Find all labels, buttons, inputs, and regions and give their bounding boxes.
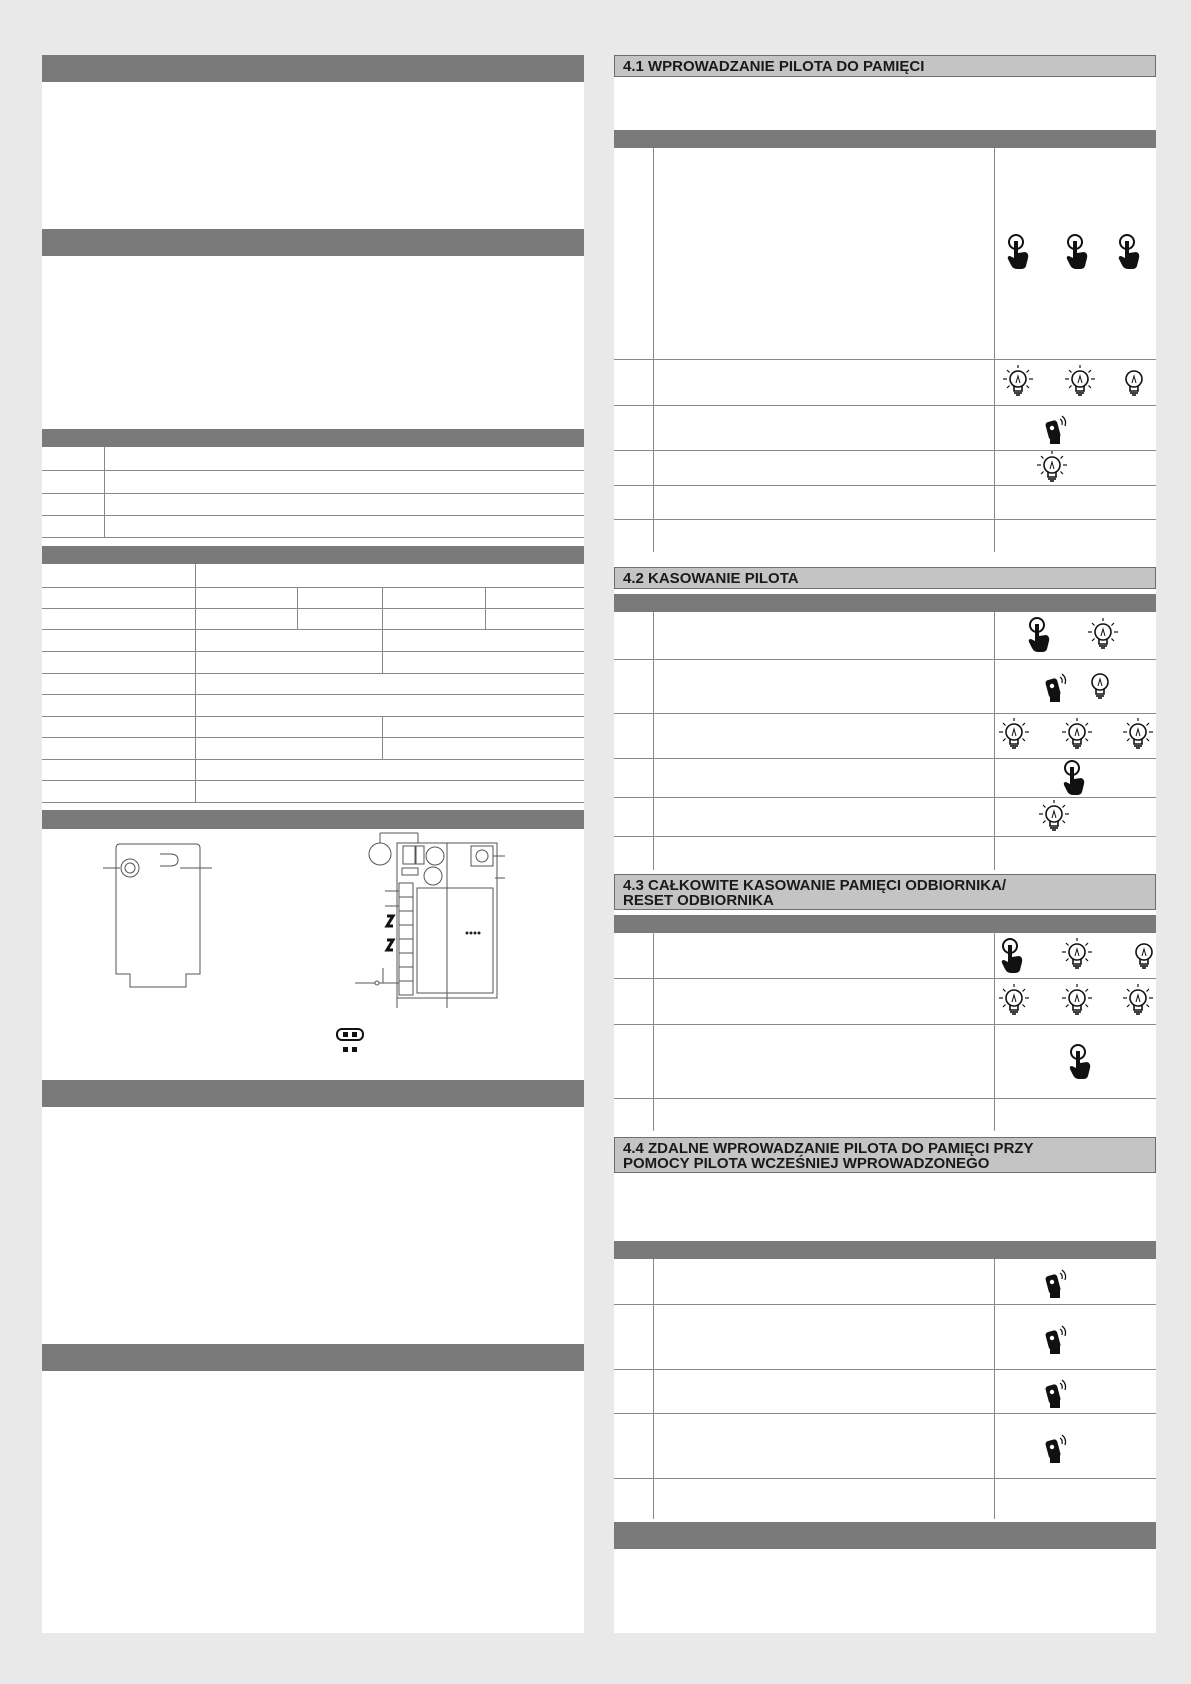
hand-press-icon: [1061, 759, 1087, 797]
left-header-1: [42, 55, 584, 82]
receiver-board-drawing: [355, 828, 505, 1008]
section-4-4-title-line2: POMOCY PILOTA WCZEŚNIEJ WPROWADZONEGO: [623, 1155, 990, 1172]
section-4-2-title: 4.2 KASOWANIE PILOTA: [614, 567, 1156, 589]
hand-press-icon: [1067, 1043, 1093, 1081]
bulb-blink-icon: [1120, 717, 1156, 753]
table-4-4-header: [614, 1241, 1156, 1259]
table-4-2-header: [614, 594, 1156, 612]
bulb-on-icon: [1082, 667, 1118, 703]
bulb-blink-icon: [1036, 799, 1072, 835]
bulb-blink-icon: [1120, 983, 1156, 1019]
section-4-4-title: [614, 1137, 1156, 1173]
hand-press-icon: [1116, 233, 1142, 271]
section-4-3-title-line1: 4.3 CAŁKOWITE KASOWANIE PAMIĘCI ODBIORNIKA/: [623, 877, 1007, 894]
bulb-blink-icon: [996, 717, 1032, 753]
bulb-blink-icon: [1062, 364, 1098, 400]
left-header-4: [42, 1080, 584, 1107]
bulb-blink-icon: [1000, 364, 1036, 400]
hand-press-icon: [1064, 233, 1090, 271]
bulb-on-icon: [1116, 364, 1152, 400]
remote-control-icon: [1042, 1376, 1070, 1410]
right-column: [614, 55, 1156, 1633]
hand-press-icon: [1026, 616, 1052, 654]
section-4-3-title: [614, 874, 1156, 910]
bulb-blink-icon: [1034, 450, 1070, 486]
remote-control-icon: [1042, 1266, 1070, 1300]
remote-control-icon: [1042, 1431, 1070, 1465]
hand-press-icon: [999, 937, 1025, 975]
left-header-2: [42, 229, 584, 256]
tech-data-header: [42, 546, 584, 564]
section-4-1-title: 4.1 WPROWADZANIE PILOTA DO PAMIĘCI: [614, 55, 1156, 77]
table-4-3-header: [614, 915, 1156, 933]
bulb-blink-icon: [1059, 937, 1095, 973]
left-header-3: [42, 810, 584, 829]
table1-header: [42, 429, 584, 447]
receiver-case-drawing: [100, 842, 240, 992]
remote-control-icon: [1042, 412, 1070, 446]
table-4-1-header: [614, 130, 1156, 148]
bulb-blink-icon: [1059, 983, 1095, 1019]
right-header-5: [614, 1522, 1156, 1549]
remote-control-icon: [1042, 1322, 1070, 1356]
bulb-on-icon: [1126, 937, 1162, 973]
bulb-blink-icon: [996, 983, 1032, 1019]
remote-control-icon: [1042, 670, 1070, 704]
section-4-3-title-line2: RESET ODBIORNIKA: [623, 892, 774, 909]
hand-press-icon: [1005, 233, 1031, 271]
bulb-blink-icon: [1085, 617, 1121, 653]
jumper-icon: [335, 1027, 365, 1057]
bulb-blink-icon: [1059, 717, 1095, 753]
left-header-5: [42, 1344, 584, 1371]
section-4-4-title-line1: 4.4 ZDALNE WPROWADZANIE PILOTA DO PAMIĘCI PRZY: [623, 1140, 1034, 1157]
